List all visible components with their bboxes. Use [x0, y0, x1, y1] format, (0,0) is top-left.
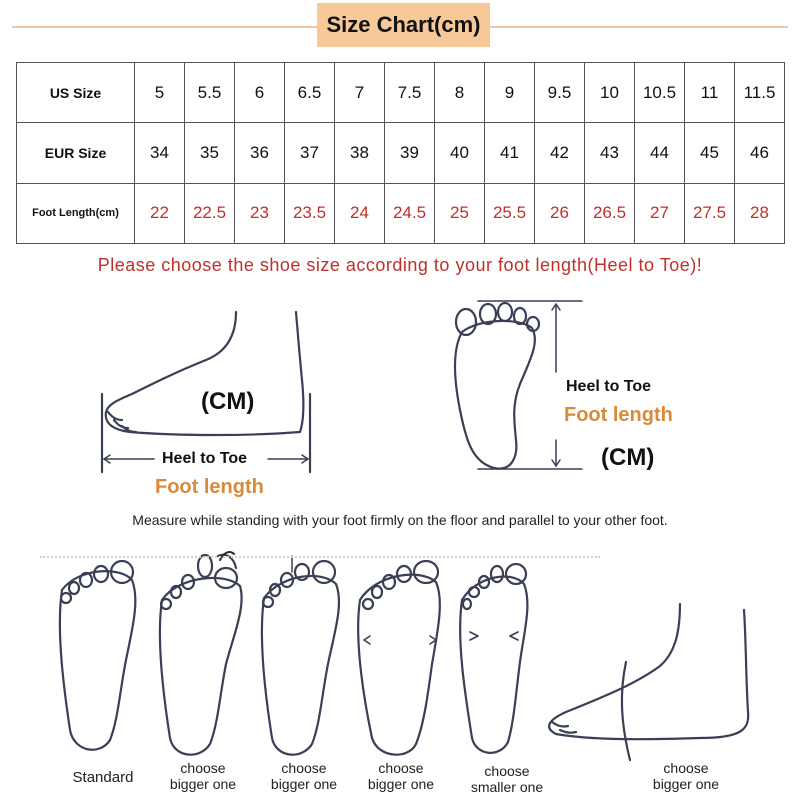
- table-cell: 22: [135, 183, 185, 243]
- sole-heel-to-toe-label: Heel to Toe: [566, 378, 652, 395]
- foot-standard-icon: [60, 561, 135, 750]
- table-cell: 34: [135, 123, 185, 183]
- table-cell: 25: [435, 183, 485, 243]
- caption-line2: bigger one: [270, 776, 338, 792]
- table-cell: 23.5: [285, 183, 335, 243]
- table-cell: 27: [635, 183, 685, 243]
- table-cell: 24: [335, 183, 385, 243]
- caption-line2: bigger one: [367, 776, 435, 792]
- table-cell: 7: [335, 63, 385, 123]
- table-cell: 23: [235, 183, 285, 243]
- caption-line1: choose: [663, 760, 709, 776]
- table-cell: 10: [585, 63, 635, 123]
- foot-high-instep-icon: [549, 604, 748, 760]
- table-cell: 25.5: [485, 183, 535, 243]
- sole-cm-label: (CM): [601, 444, 655, 471]
- caption-smaller: [459, 763, 555, 795]
- foot-long-second-toe-icon: [160, 555, 242, 755]
- caption-bigger-4: [638, 760, 734, 792]
- sole-foot-icon: [455, 301, 582, 469]
- row-header-foot-length: Foot Length(cm): [17, 183, 135, 243]
- table-cell: 40: [435, 123, 485, 183]
- table-cell: 26.5: [585, 183, 635, 243]
- table-cell: 8: [435, 63, 485, 123]
- caption-line1: choose: [281, 760, 327, 776]
- foot-narrow-icon: [460, 564, 527, 753]
- page-title: Size Chart(cm): [317, 3, 490, 47]
- foot-wide-icon: [358, 561, 440, 755]
- size-notice: Please choose the shoe size according to your foot length(Heel to Toe)!: [97, 255, 703, 275]
- table-cell: 37: [285, 123, 335, 183]
- caption-line2: bigger one: [169, 776, 237, 792]
- table-cell: 11: [685, 63, 735, 123]
- table-cell: 35: [185, 123, 235, 183]
- table-cell: 39: [385, 123, 435, 183]
- measure-instruction: Measure while standing with your foot firmly on the floor and parallel to your other foot.: [132, 512, 668, 528]
- caption-bigger-3: [356, 760, 446, 792]
- table-cell: 46: [735, 123, 785, 183]
- table-cell: 10.5: [635, 63, 685, 123]
- caption-line1: Standard: [72, 769, 134, 786]
- table-cell: 44: [635, 123, 685, 183]
- table-cell: 6: [235, 63, 285, 123]
- table-cell: 9: [485, 63, 535, 123]
- caption-bigger-1: [158, 760, 248, 792]
- table-cell: 5.5: [185, 63, 235, 123]
- foot-wide-toes-icon: [262, 556, 339, 755]
- side-foot-length-label: Foot length: [155, 476, 264, 498]
- table-cell: 41: [485, 123, 535, 183]
- table-cell: 43: [585, 123, 635, 183]
- row-header-us: US Size: [17, 63, 135, 123]
- sole-foot-length-label: Foot length: [564, 404, 673, 426]
- table-cell: 28: [735, 183, 785, 243]
- caption-line1: choose: [378, 760, 424, 776]
- caption-line2: bigger one: [652, 776, 720, 792]
- table-cell: 6.5: [285, 63, 335, 123]
- caption-standard: [58, 770, 148, 786]
- table-cell: 24.5: [385, 183, 435, 243]
- table-cell: 9.5: [535, 63, 585, 123]
- caption-bigger-2: [259, 760, 349, 792]
- table-cell: 11.5: [735, 63, 785, 123]
- table-cell: 22.5: [185, 183, 235, 243]
- table-cell: 38: [335, 123, 385, 183]
- side-heel-to-toe-label: Heel to Toe: [162, 450, 248, 467]
- table-cell: 27.5: [685, 183, 735, 243]
- dotted-divider: [40, 556, 600, 558]
- table-cell: 45: [685, 123, 735, 183]
- table-cell: 5: [135, 63, 185, 123]
- caption-line1: choose: [180, 760, 226, 776]
- side-cm-label: (CM): [201, 388, 255, 415]
- caption-line1: choose: [484, 763, 530, 779]
- table-cell: 7.5: [385, 63, 435, 123]
- table-cell: 26: [535, 183, 585, 243]
- row-header-eur: EUR Size: [17, 123, 135, 183]
- caption-line2: smaller one: [470, 779, 544, 795]
- table-cell: 42: [535, 123, 585, 183]
- table-cell: 36: [235, 123, 285, 183]
